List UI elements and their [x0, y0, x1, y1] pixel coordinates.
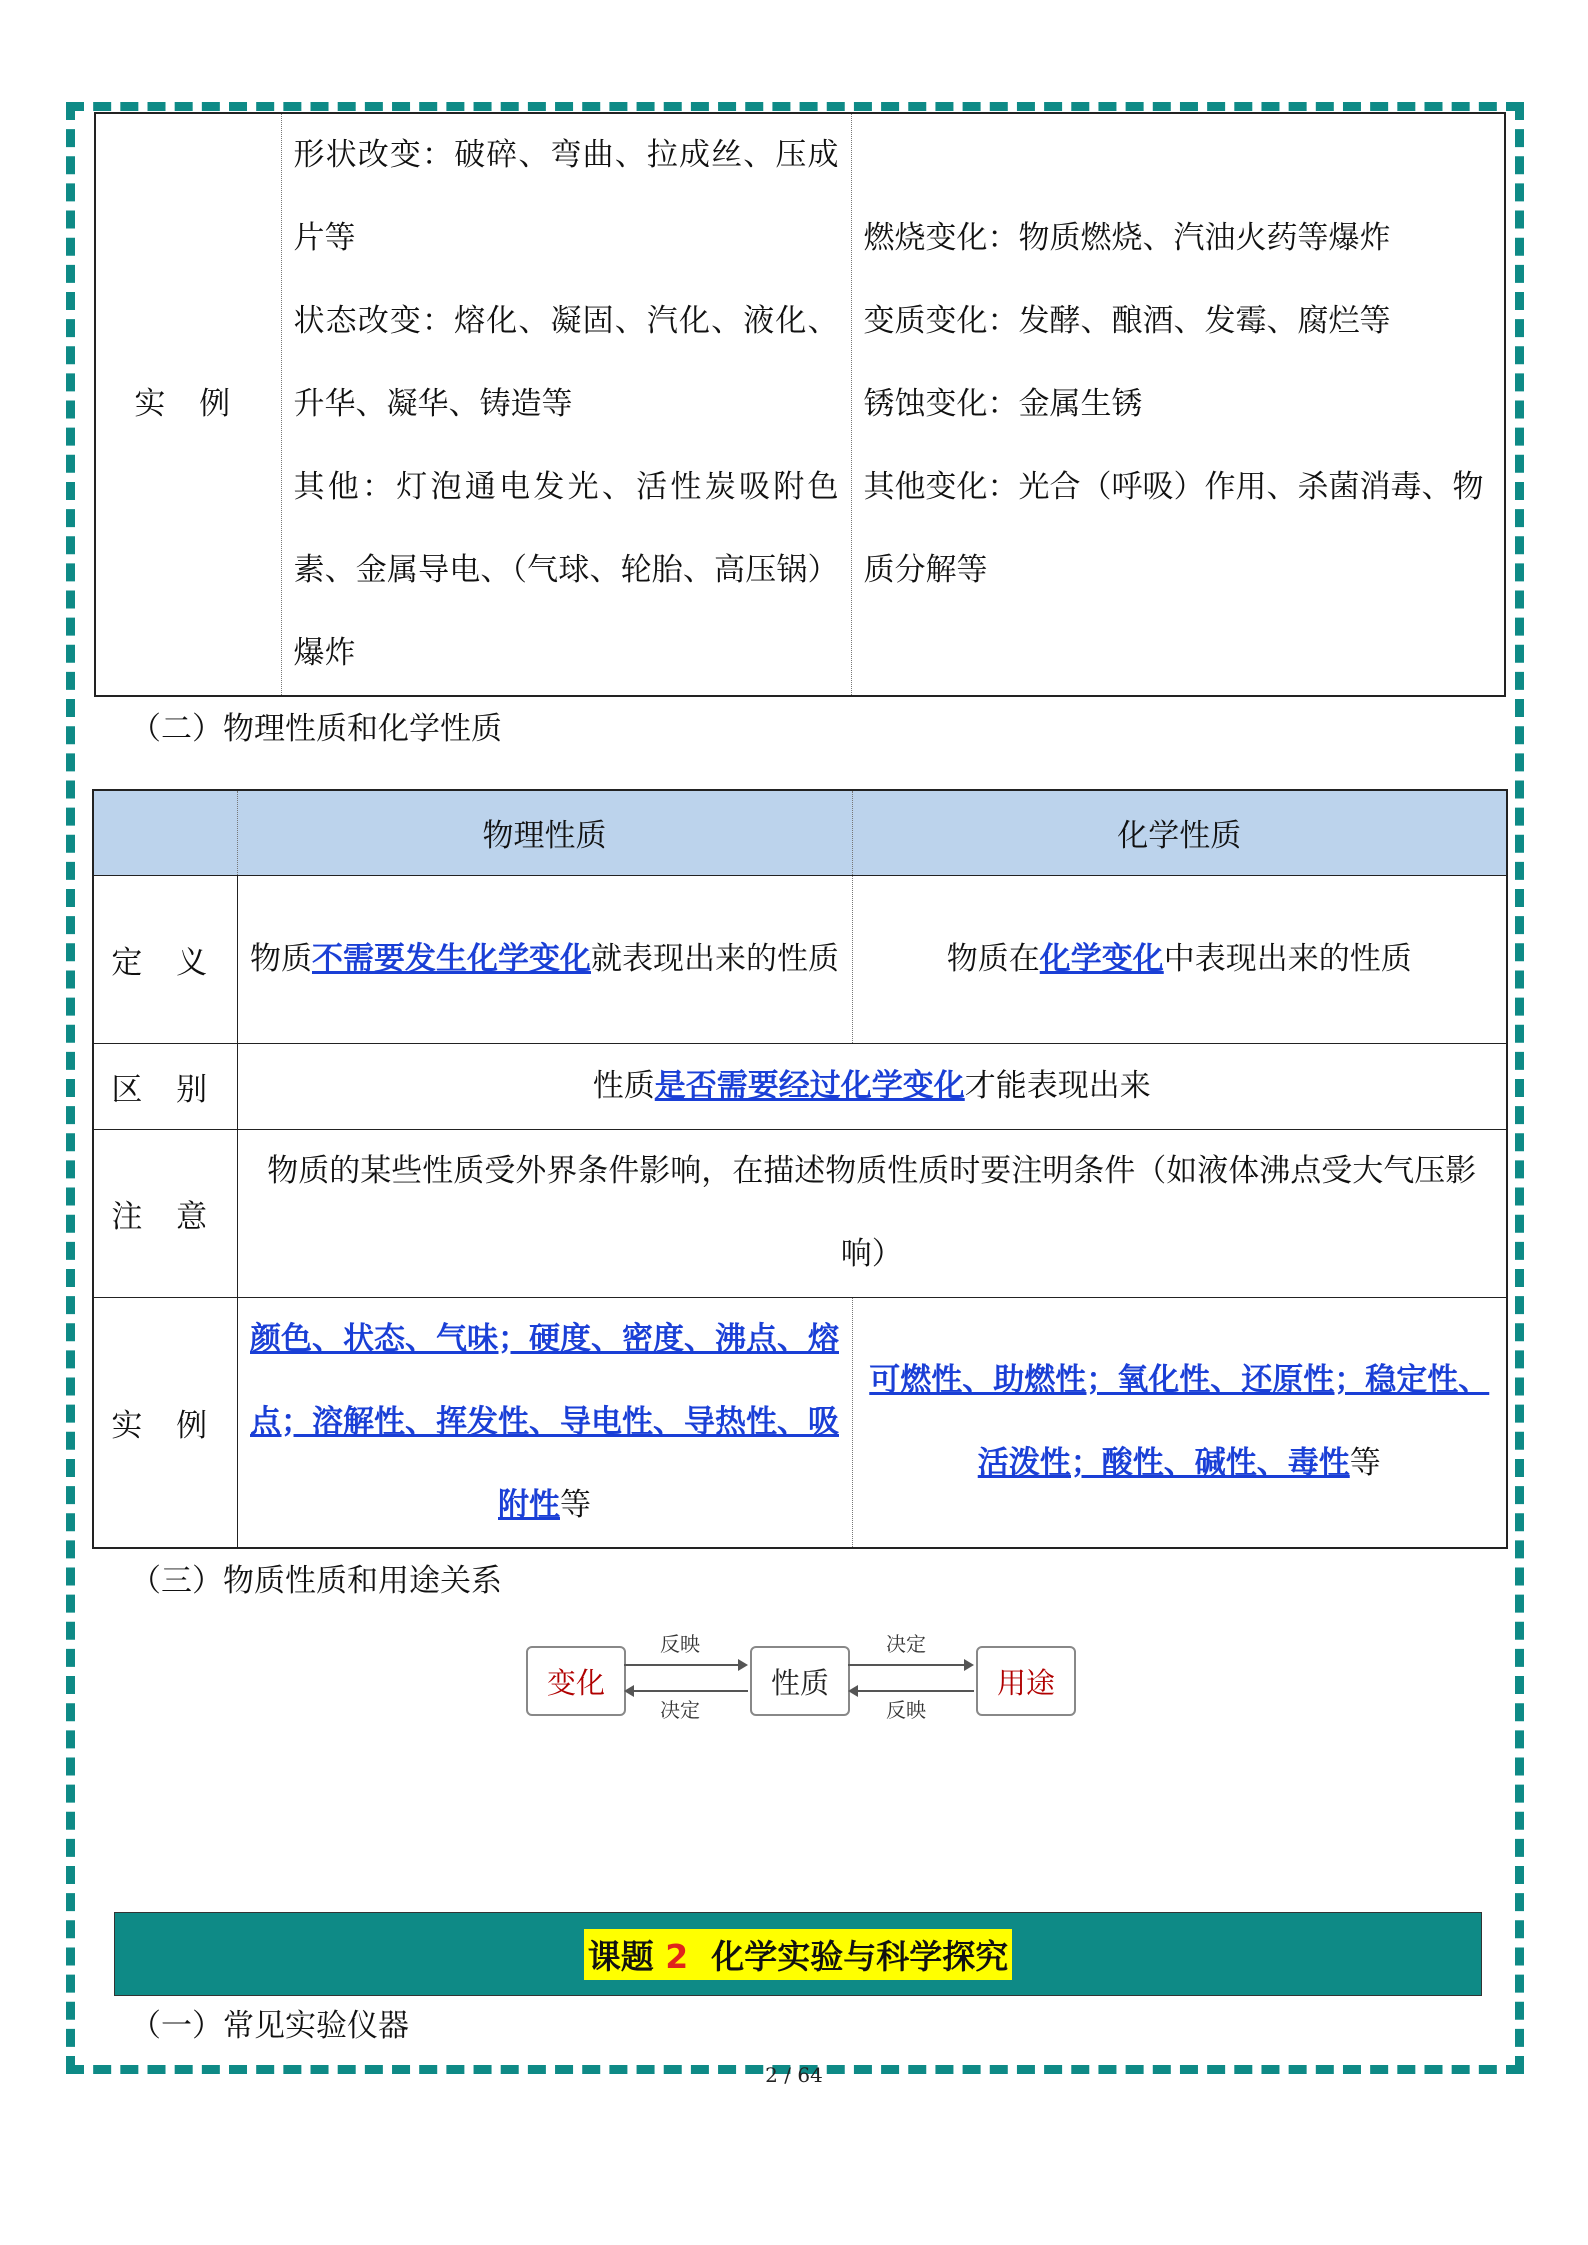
text: 就表现出来的性质: [591, 940, 839, 977]
arrowhead-right-icon: [738, 1659, 748, 1671]
examples-label: 实 例: [95, 113, 281, 696]
chemical-examples: [851, 113, 1505, 696]
arrow-label: 反映: [660, 1632, 700, 1656]
physical-example-line: 其他：灯泡通电发光、活性炭吸附色素、金属导电、（气球、轮胎、高压锅）爆炸: [293, 469, 839, 671]
arrow-left: [854, 1690, 974, 1692]
arrow-label: 决定: [886, 1632, 926, 1656]
arrow-label: 决定: [660, 1698, 700, 1722]
text: 等: [1349, 1445, 1381, 1481]
highlight: 是否需要经过化学变化: [654, 1067, 965, 1104]
page-number: 2 / 64: [765, 2063, 823, 2087]
usage-box: 用途: [976, 1646, 1076, 1716]
arrowhead-left-icon: [624, 1685, 634, 1697]
section3-heading: （三）物质性质和用途关系: [130, 1562, 502, 1599]
banner-prefix: 课题: [587, 1936, 654, 1976]
text: 等: [560, 1486, 591, 1523]
arrowhead-right-icon: [964, 1659, 974, 1671]
chemical-example-line: 变质变化：发酵、酿酒、发霉、腐烂等: [863, 303, 1391, 339]
definition-label: 定 义: [93, 875, 237, 1043]
section-banner: [114, 1912, 1482, 1996]
change-box: 变化: [526, 1646, 626, 1716]
examples-chemical: [852, 1297, 1507, 1548]
chemical-example-line: 其他变化：光合（呼吸）作用、杀菌消毒、物质分解等: [863, 469, 1484, 588]
note-label: 注 意: [93, 1129, 237, 1297]
header-chemical: 化学性质: [852, 790, 1507, 875]
difference-label: 区 别: [93, 1043, 237, 1129]
section4-heading: （一）常见实验仪器: [130, 2008, 409, 2044]
arrow-label: 反映: [886, 1698, 926, 1722]
arrow-left: [630, 1690, 748, 1692]
banner-title: [584, 1929, 1012, 1980]
header-empty: [93, 790, 237, 875]
header-physical: 物理性质: [237, 790, 852, 875]
chemical-example-line: 燃烧变化：物质燃烧、汽油火药等爆炸: [863, 220, 1391, 256]
definition-physical: [237, 875, 852, 1043]
physical-examples: [281, 113, 851, 696]
banner-number: 2: [665, 1936, 689, 1976]
properties-table: [92, 789, 1508, 1549]
chemical-example-line: 锈蚀变化：金属生锈: [863, 386, 1143, 422]
banner-text: 化学实验与科学探究: [711, 1936, 1009, 1976]
physical-example-line: 形状改变：破碎、弯曲、拉成丝、压成片等: [293, 137, 839, 256]
highlight: 不需要发生化学变化: [312, 940, 591, 977]
highlight: 可燃性、助燃性；氧化性、还原性；稳定性、活泼性；酸性、碱性、毒性: [869, 1362, 1490, 1481]
physical-example-line: 状态改变：熔化、凝固、汽化、液化、升华、凝华、铸造等: [293, 303, 839, 422]
text: 物质: [250, 940, 312, 977]
examples-physical: [237, 1297, 852, 1548]
relation-diagram: [520, 1634, 1080, 1724]
section2-heading: （二）物理性质和化学性质: [130, 711, 502, 747]
examples2-label: 实 例: [93, 1297, 237, 1548]
definition-chemical: [852, 875, 1507, 1043]
arrow-right: [848, 1664, 970, 1666]
text: 物质在: [946, 940, 1040, 977]
difference-text: [237, 1043, 1507, 1129]
examples-table: [94, 112, 1506, 697]
text: 性质: [592, 1067, 655, 1104]
note-text: 物质的某些性质受外界条件影响，在描述物质性质时要注明条件（如液体沸点受大气压影响）: [237, 1129, 1507, 1297]
arrowhead-left-icon: [848, 1685, 858, 1697]
content: [94, 112, 1506, 1601]
text: 中表现出来的性质: [1163, 940, 1412, 977]
highlight: 颜色、状态、气味；硬度、密度、沸点、熔点；溶解性、挥发性、导电性、导热性、吸附性: [250, 1320, 839, 1523]
highlight: 化学变化: [1039, 940, 1164, 977]
text: 才能表现出来: [964, 1067, 1151, 1104]
property-box: 性质: [750, 1646, 850, 1716]
arrow-right: [624, 1664, 744, 1666]
